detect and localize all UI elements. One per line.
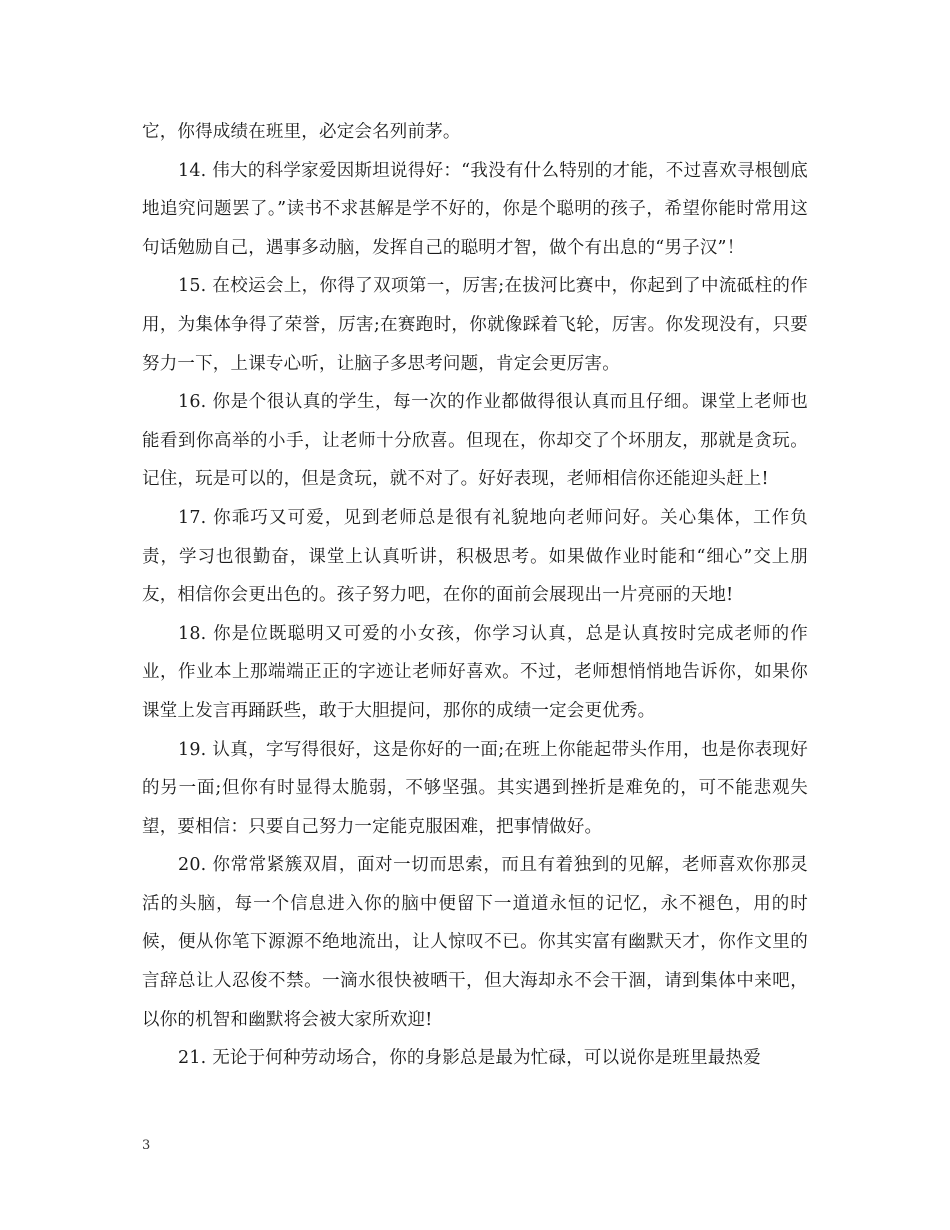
paragraph-15: 15. 在校运会上，你得了双项第一，厉害;在拔河比赛中，你起到了中流砥柱的作用，为集体争得了荣誉，厉害;在赛跑时，你就像踩着飞轮，厉害。你发现没有，只要努力一下，上课专心听，让脑子多思考问题，肯定会更厉害。	[142, 276, 808, 374]
paragraph-19: 19. 认真，字写得很好，这是你好的一面;在班上你能起带头作用，也是你表现好的另一面;但你有时显得太脆弱，不够坚强。其实遇到挫折是难免的，可不能悲观失望，要相信：只要自己努力一定能克服困难，把事情做好。	[142, 739, 808, 837]
paragraph-13-continuation: 它，你得成绩在班里，必定会名列前茅。	[142, 122, 461, 142]
paragraph-14: 14. 伟大的科学家爱因斯坦说得好：“我没有什么特别的才能，不过喜欢寻根刨底地追究问题罢了。”读书不求甚解是学不好的，你是个聪明的孩子，希望你能时常用这句话勉励自己，遇事多动脑，发挥自己的聪明才智，做个有出息的“男子汉”！	[142, 160, 808, 258]
paragraph-17: 17. 你乖巧又可爱，见到老师总是很有礼貌地向老师问好。关心集体，工作负责，学习也很勤奋，课堂上认真听讲，积极思考。如果做作业时能和“细心”交上朋友，相信你会更出色的。孩子努力吧，在你的面前会展现出一片亮丽的天地!	[142, 507, 808, 606]
paragraph-16: 16. 你是个很认真的学生，每一次的作业都做得很认真而且仔细。课堂上老师也能看到你高举的小手，让老师十分欣喜。但现在，你却交了个坏朋友，那就是贪玩。记住，玩是可以的，但是贪玩，就不对了。好好表现，老师相信你还能迎头赶上!	[142, 392, 808, 490]
paragraph-20: 20. 你常常紧簇双眉，面对一切而思索，而且有着独到的见解，老师喜欢你那灵活的头脑，每一个信息进入你的脑中便留下一道道永恒的记忆，永不褪色，用的时候，便从你笔下源源不绝地流出，让人惊叹不已。你其实富有幽默天才，你作文里的言辞总让人忍俊不禁。一滴水很快被晒干，但大海却永不会干涸，请到集体中来吧，以你的机智和幽默将会被大家所欢迎!	[142, 855, 808, 1030]
paragraph-21-start: 21. 无论于何种劳动场合，你的身影总是最为忙碌，可以说你是班里最热爱	[178, 1048, 761, 1069]
paragraph-18: 18. 你是位既聪明又可爱的小女孩，你学习认真，总是认真按时完成老师的作业，作业本上那端端正正的字迹让老师好喜欢。不过，老师想悄悄地告诉你，如果你课堂上发言再踊跃些，敢于大胆提问，那你的成绩一定会更优秀。	[142, 623, 808, 721]
document-body	[142, 113, 808, 1078]
page-number: 3	[142, 1138, 151, 1153]
